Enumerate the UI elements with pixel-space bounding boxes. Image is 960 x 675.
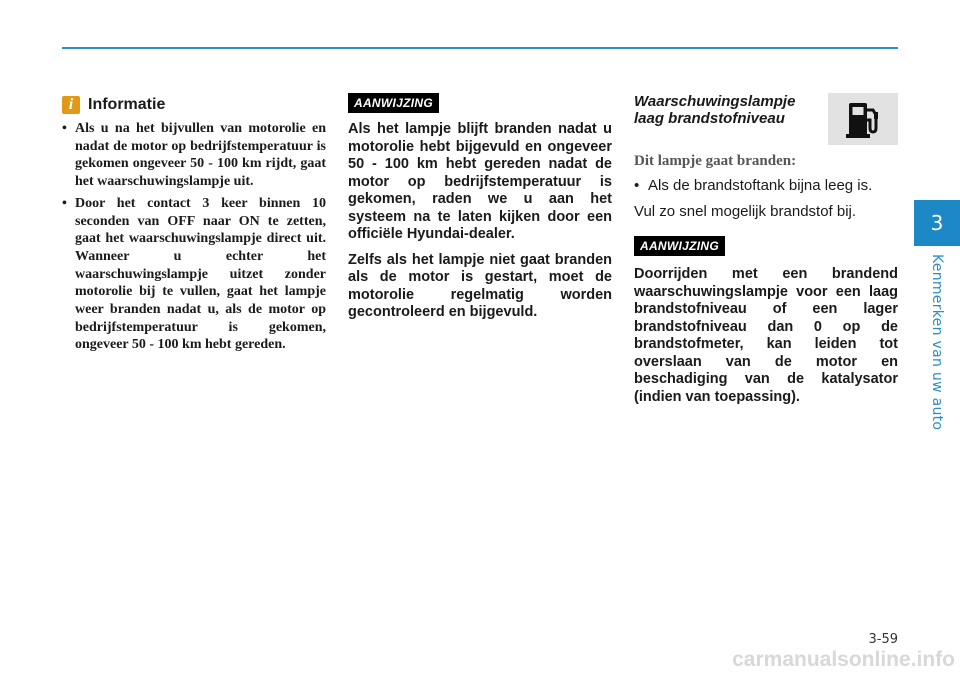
low-fuel-header xyxy=(634,93,898,145)
chapter-title xyxy=(922,254,952,434)
info-bullet-2: • Door het contact 3 keer binnen 10 seconden van OFF naar ON te zetten, gaat het waarschuwingslampje direct uit. Wanneer u echter het waarschuwingslampje uitzet zonder motorolie bij te vullen, gaat het lampje weer branden nadat u, als de motor op bedrijfstemperatuur is gekomen, ongeveer 50 - 100 km hebt gereden. xyxy=(62,195,326,354)
info-section xyxy=(62,93,326,358)
info-header xyxy=(62,93,326,117)
chapter-title-text: Kenmerken van uw auto xyxy=(929,254,945,431)
page-number: 3-59 xyxy=(868,632,898,647)
notice1-paragraph-2: Zelfs als het lampje niet gaat branden als de motor is gestart, moet de motorolie regelmatig worden gecontroleerd en bijgevuld. xyxy=(348,251,612,320)
notice-section-1 xyxy=(348,93,612,322)
fuel-pump-icon xyxy=(828,93,898,145)
low-fuel-section xyxy=(634,93,898,406)
chapter-tab xyxy=(914,200,960,246)
notice-badge-2: AANWIJZING xyxy=(634,236,725,256)
info-bullet-list xyxy=(62,120,326,354)
info-icon: i xyxy=(62,96,80,114)
notice1-paragraph-1: Als het lampje blijft branden nadat u motorolie hebt bijgevuld en ongeveer 50 - 100 km hebt gereden nadat de motor op bedrijfstemperatuur is gekomen, raden we u aan het systeem na te laten kijken door een officiële Hyundai-dealer. xyxy=(348,121,612,242)
chapter-number: 3 xyxy=(930,211,944,235)
info-bullet-1: • Als u na het bijvullen van motorolie en nadat de motor op bedrijfstemperatuur is gekomen ongeveer 50 - 100 km rijdt, gaat het waarschuwingslampje uit. xyxy=(62,120,326,191)
watermark: carmanualsonline.info xyxy=(732,648,955,671)
low-fuel-title: Waarschuwingslampje laag brandstofniveau xyxy=(634,93,796,127)
low-fuel-instruction: Vul zo snel mogelijk brandstof bij. xyxy=(634,203,857,220)
low-fuel-bullet: • Als de brandstoftank bijna leeg is. xyxy=(634,176,898,196)
low-fuel-subheading: Dit lampje gaat branden: xyxy=(634,153,797,169)
notice-badge-1: AANWIJZING xyxy=(348,93,439,113)
top-divider xyxy=(62,47,898,49)
info-title: Informatie xyxy=(88,96,166,113)
notice2-paragraph: Doorrijden met een brandend waarschuwingslampje voor een laag brandstofniveau of een lager brandstofniveau dan 0 op de brandstofmeter, kan leiden tot overslaan van de motor en beschadiging van de katalysator (indien van toepassing). xyxy=(634,266,898,405)
